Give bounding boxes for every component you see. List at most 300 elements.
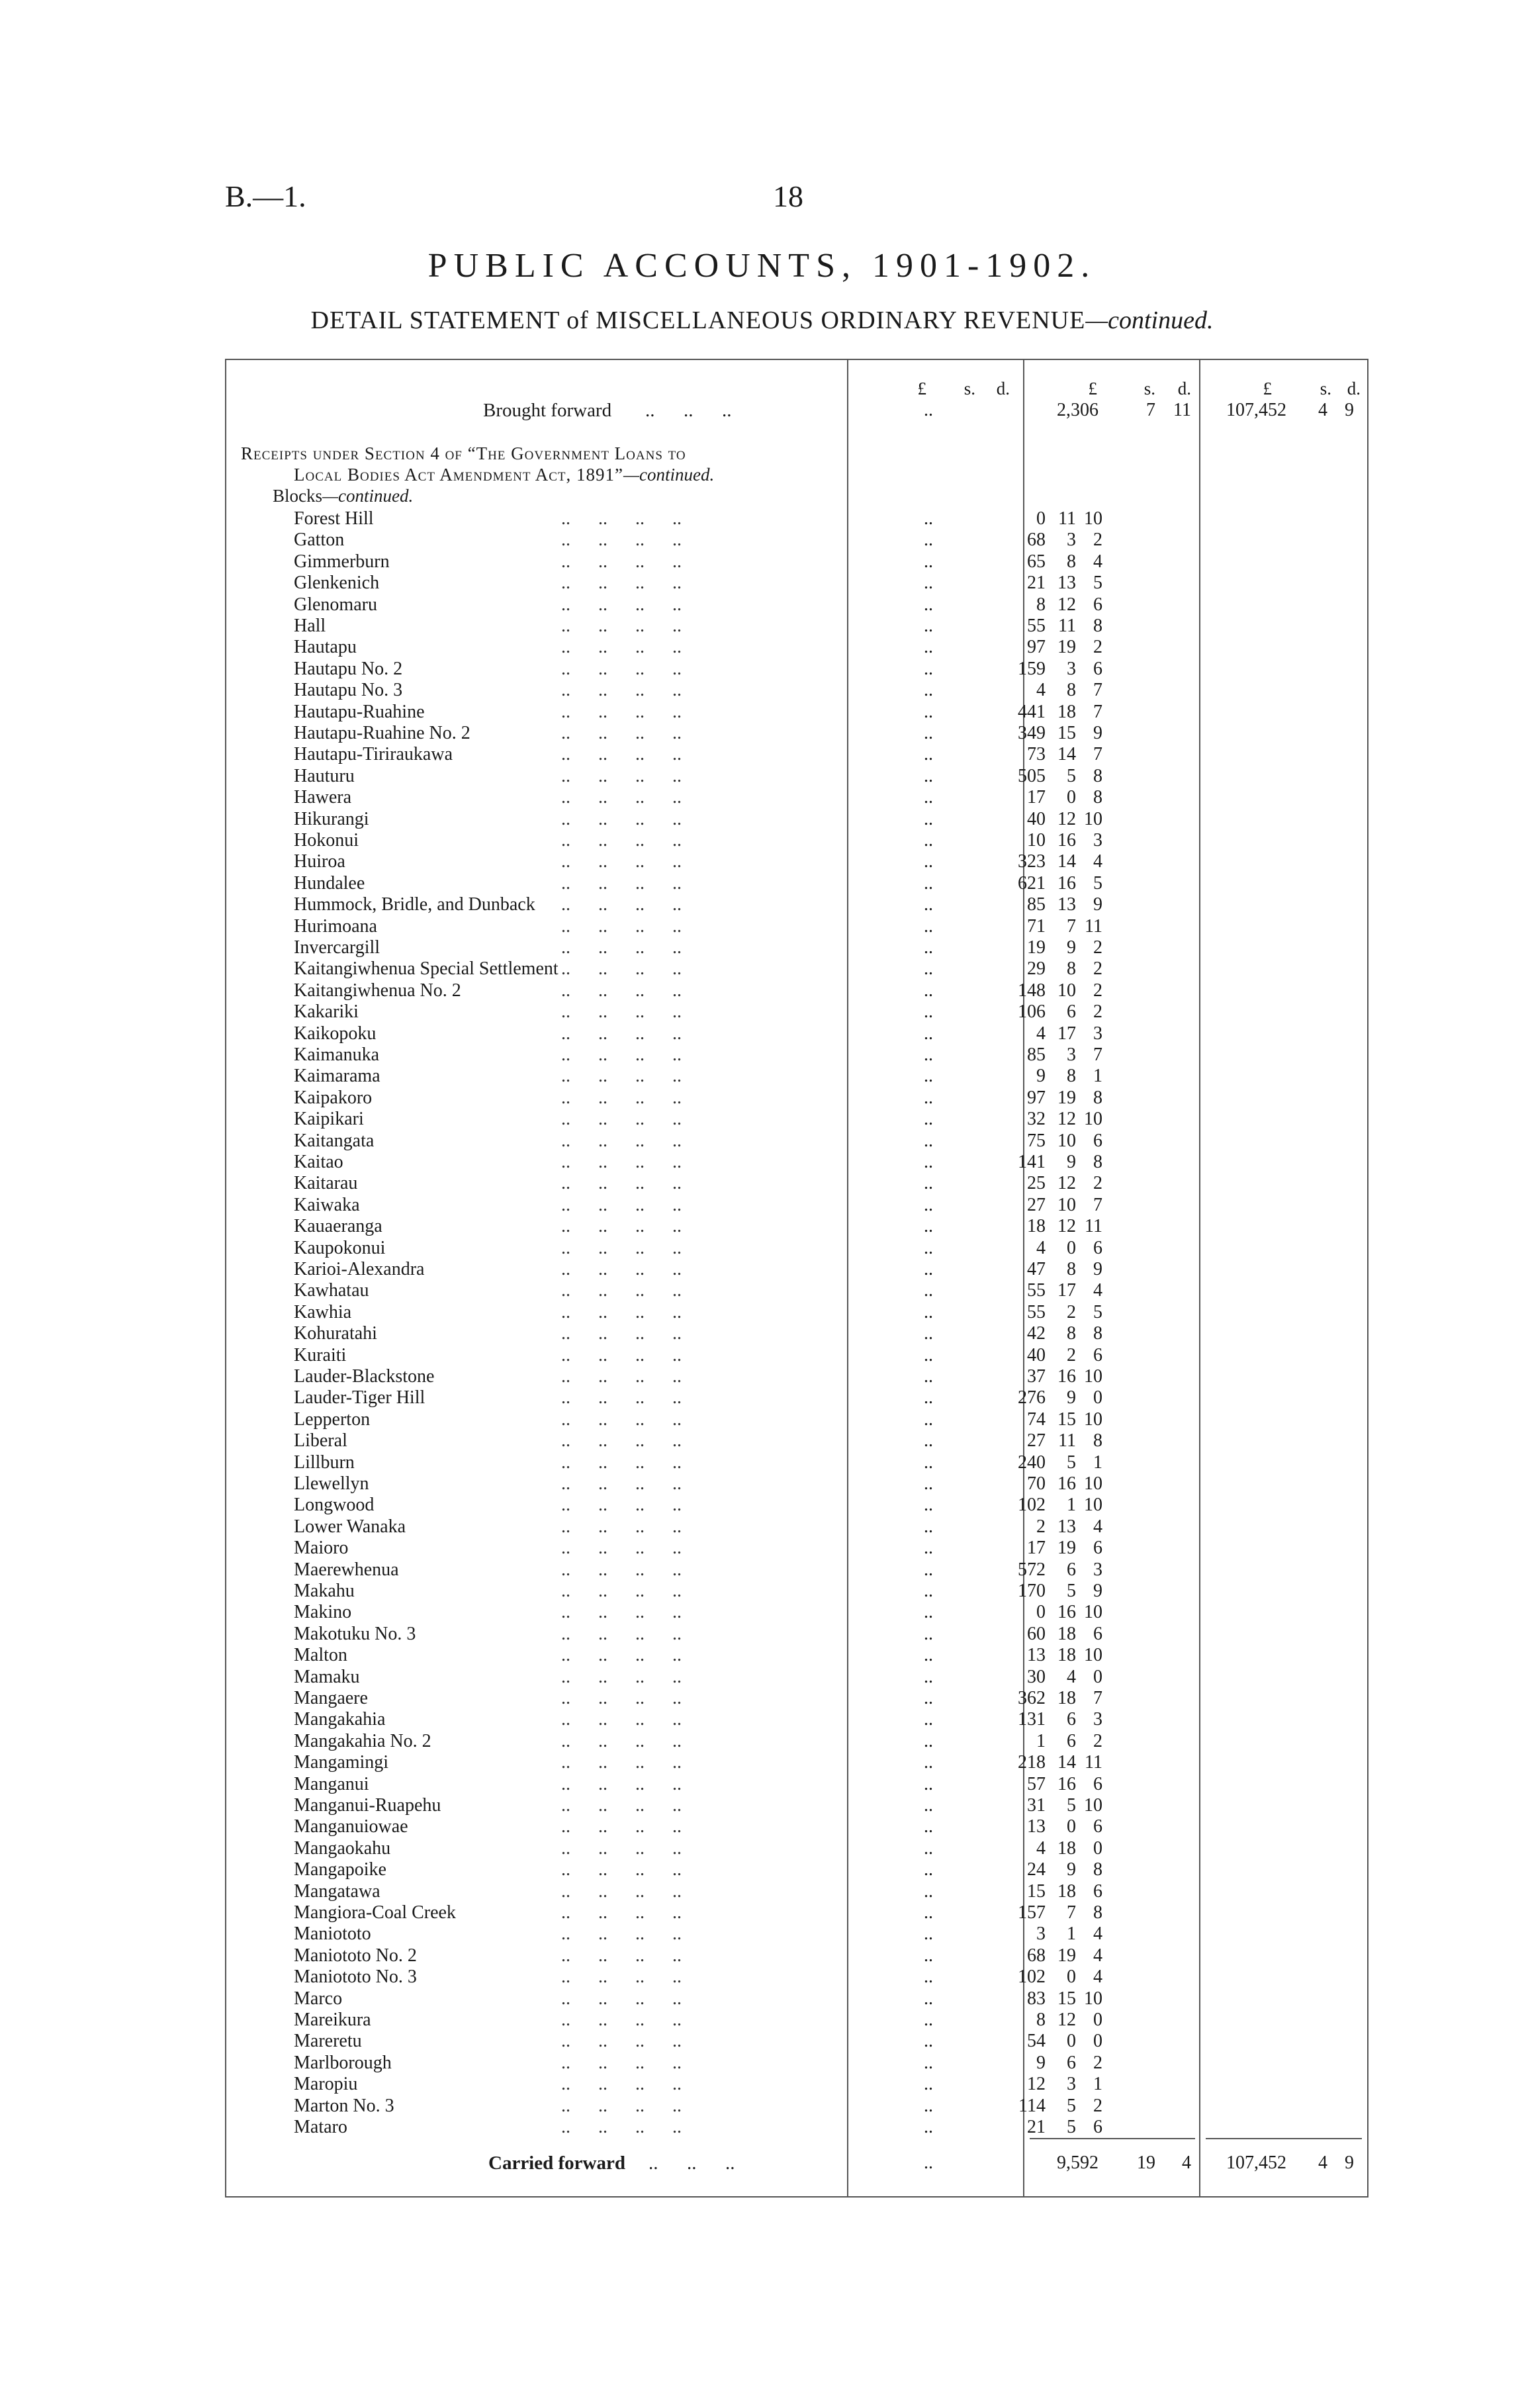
table-row: [225, 980, 1368, 1001]
entry-pounds: 97: [1027, 637, 1046, 658]
table-row: [225, 1581, 1368, 1602]
entry-pence: 9: [1093, 894, 1102, 915]
entry-name: Marco: [294, 1988, 343, 2009]
entry-pence: 10: [1084, 1409, 1102, 1430]
table-row: [225, 1559, 1368, 1581]
entry-shillings: 8: [1067, 1323, 1076, 1344]
leader-dots: .. .. .. ..: [561, 1730, 682, 1751]
table-row: [225, 851, 1368, 872]
col1-placeholder: ..: [924, 701, 933, 722]
col1-placeholder: ..: [924, 658, 933, 679]
carried-forward-label: Carried forward: [488, 2153, 625, 2174]
entry-name: Kaitao: [294, 1152, 343, 1172]
leader-dots: .. .. .. ..: [561, 1645, 682, 1666]
table-row: [225, 1495, 1368, 1516]
entry-shillings: 5: [1067, 1581, 1076, 1601]
entry-pence: 2: [1093, 1001, 1102, 1023]
entry-pence: 10: [1084, 1473, 1102, 1494]
entry-pounds: 21: [1027, 573, 1046, 594]
entry-shillings: 18: [1057, 1837, 1076, 1859]
entry-name: Maerewhenua: [294, 1559, 399, 1580]
col1-placeholder: ..: [924, 680, 933, 701]
entry-pence: 6: [1093, 1773, 1102, 1794]
col1-placeholder: ..: [924, 2031, 933, 2052]
entry-name: Longwood: [294, 1495, 375, 1516]
leader-dots: .. .. .. ..: [561, 551, 682, 572]
table-row: [225, 744, 1368, 765]
entry-pounds: 4: [1036, 1837, 1046, 1859]
entry-name: Makino: [294, 1602, 352, 1623]
col1-placeholder: ..: [924, 851, 933, 872]
entry-shillings: 10: [1057, 980, 1076, 1001]
entry-pounds: 54: [1027, 2031, 1046, 2052]
table-row: [225, 680, 1368, 701]
entry-pence: 3: [1093, 830, 1102, 851]
table-row: [225, 573, 1368, 594]
entry-pounds: 276: [1018, 1387, 1046, 1409]
entry-name: Mangapoike: [294, 1859, 386, 1880]
entry-pence: 2: [1093, 958, 1102, 980]
leader-dots: .. .. .. ..: [561, 1023, 682, 1044]
entry-name: Kaitarau: [294, 1173, 358, 1194]
entry-pence: 9: [1093, 1259, 1102, 1279]
col1-placeholder: ..: [924, 1816, 933, 1837]
entry-pounds: 106: [1018, 1001, 1046, 1023]
col1-placeholder: ..: [924, 2010, 933, 2030]
entry-shillings: 19: [1057, 1538, 1076, 1559]
leader-dots: .. .. .. ..: [561, 1923, 682, 1945]
entry-shillings: 3: [1067, 530, 1076, 551]
table-row: [225, 1795, 1368, 1816]
table-row: [225, 1430, 1368, 1452]
leader-dots: .. .. .. ..: [561, 1837, 682, 1859]
leader-dots: .. .. .. ..: [561, 1666, 682, 1687]
entry-pounds: 8: [1036, 2010, 1046, 2030]
col1-pence-header: d.: [996, 379, 1010, 398]
table-row: [225, 1452, 1368, 1473]
leader-dots: .. .. .. ..: [561, 594, 682, 615]
entry-name: Hundalee: [294, 872, 365, 894]
entry-pence: 4: [1093, 551, 1102, 572]
entry-shillings: 16: [1057, 1473, 1076, 1494]
table-row: [225, 1259, 1368, 1280]
leader-dots: .. .. .. ..: [561, 2117, 682, 2137]
entry-shillings: 19: [1057, 1087, 1076, 1108]
entry-name: Lepperton: [294, 1409, 371, 1430]
entry-pounds: 4: [1036, 680, 1046, 701]
entry-pence: 5: [1093, 1301, 1102, 1322]
col1-placeholder: ..: [924, 1967, 933, 1988]
entry-shillings: 6: [1067, 1559, 1076, 1580]
entry-pence: 8: [1093, 1430, 1102, 1452]
entry-pounds: 2: [1036, 1516, 1046, 1537]
table-row: [225, 1902, 1368, 1923]
leader-dots: .. .. .. ..: [561, 1366, 682, 1387]
leader-dots: .. .. .. ..: [561, 851, 682, 872]
page-title: PUBLIC ACCOUNTS, 1901-1902.: [427, 247, 1097, 285]
entry-pence: 2: [1093, 530, 1102, 551]
leader-dots: .. .. .. ..: [561, 1752, 682, 1773]
table-row: [225, 508, 1368, 530]
entry-name: Maioro: [294, 1538, 349, 1559]
col1-placeholder: ..: [924, 1709, 933, 1730]
col1-placeholder: ..: [924, 1688, 933, 1708]
entry-name: Kawhia: [294, 1301, 352, 1322]
leader-dots: .. .. .. ..: [561, 808, 682, 829]
leader-dots: .. .. .. ..: [561, 1495, 682, 1516]
brought-forward-col2-pounds: 2,306: [1057, 400, 1098, 420]
leader-dots: .. .. .. ..: [561, 1688, 682, 1708]
col1-placeholder: ..: [924, 1945, 933, 1966]
leader-dots: .. .. .. ..: [561, 723, 682, 743]
section-heading-line3-suffix: —continued.: [322, 486, 414, 506]
entry-pounds: 73: [1027, 744, 1046, 765]
col3-shilling-header: s.: [1320, 379, 1331, 398]
leader-dots: .. .. .. ..: [561, 1581, 682, 1601]
brought-forward-col3-pence: 9: [1345, 400, 1354, 420]
leader-dots: .. .. .. ..: [561, 2031, 682, 2052]
entry-shillings: 12: [1057, 2010, 1076, 2030]
entry-pounds: 40: [1027, 1344, 1046, 1366]
table-row: [225, 616, 1368, 637]
leader-dots: .. .. .. ..: [561, 1709, 682, 1730]
col1-placeholder: ..: [924, 637, 933, 658]
entry-name: Hautapu No. 3: [294, 680, 403, 701]
carried-forward-col3-shillings: 4: [1318, 2153, 1327, 2173]
col1-placeholder: ..: [924, 1430, 933, 1452]
entry-pounds: 40: [1027, 808, 1046, 829]
table-row: [225, 1838, 1368, 1859]
entry-name: Invercargill: [294, 937, 381, 958]
col1-placeholder: ..: [924, 573, 933, 594]
entry-pence: 8: [1093, 1087, 1102, 1108]
entry-pounds: 159: [1018, 658, 1046, 679]
col1-placeholder: ..: [924, 2074, 933, 2095]
entry-pence: 3: [1093, 1023, 1102, 1044]
entry-pounds: 60: [1027, 1623, 1046, 1644]
entry-name: Manganui-Ruapehu: [294, 1795, 441, 1816]
entry-name: Maniototo No. 2: [294, 1945, 417, 1966]
col1-placeholder: ..: [924, 2052, 933, 2073]
entry-shillings: 15: [1057, 1409, 1076, 1430]
entry-pence: 0: [1093, 2031, 1102, 2052]
entry-name: Gimmerburn: [294, 551, 390, 572]
entry-name: Kuraiti: [294, 1344, 347, 1366]
col1-placeholder: ..: [924, 1902, 933, 1923]
col1-placeholder: ..: [924, 723, 933, 743]
col1-placeholder: ..: [924, 1602, 933, 1623]
entry-shillings: 16: [1057, 1773, 1076, 1794]
leader-dots: .. .. .. ..: [561, 1001, 682, 1023]
entry-name: Kohuratahi: [294, 1323, 377, 1344]
page-reference: B.—1.: [225, 179, 306, 213]
entry-pence: 8: [1093, 1323, 1102, 1344]
col1-placeholder: ..: [924, 1301, 933, 1322]
table-row: [225, 1923, 1368, 1945]
table-row: [225, 1323, 1368, 1344]
entry-pence: 10: [1084, 1366, 1102, 1387]
entry-shillings: 17: [1057, 1280, 1076, 1301]
leader-dots: .. .. .. ..: [561, 508, 682, 529]
entry-pounds: 572: [1018, 1559, 1046, 1580]
col1-placeholder: ..: [924, 1237, 933, 1258]
entry-pounds: 9: [1036, 2052, 1046, 2073]
entry-pence: 11: [1085, 1752, 1102, 1773]
entry-name: Kaitangiwhenua Special Settlement: [294, 958, 559, 980]
entry-name: Marlborough: [294, 2052, 392, 2073]
table-row: [225, 1967, 1368, 1988]
entry-name: Lillburn: [294, 1452, 355, 1473]
leader-dots: .. .. .. ..: [561, 680, 682, 701]
entry-pence: 6: [1093, 594, 1102, 615]
entry-shillings: 9: [1067, 1387, 1076, 1409]
col2-pence-header: d.: [1177, 379, 1191, 398]
table-row: [225, 1238, 1368, 1259]
entry-shillings: 17: [1057, 1023, 1076, 1044]
entry-name: Makahu: [294, 1581, 355, 1601]
entry-pounds: 75: [1027, 1130, 1046, 1151]
entry-shillings: 3: [1067, 2074, 1076, 2095]
entry-pence: 7: [1093, 701, 1102, 722]
col1-placeholder: ..: [924, 937, 933, 958]
leader-dots: .. .. .. ..: [561, 872, 682, 894]
entry-name: Kaimarama: [294, 1066, 381, 1087]
leader-dots: .. .. .. ..: [561, 2010, 682, 2030]
entry-shillings: 13: [1057, 894, 1076, 915]
entry-pence: 1: [1093, 1452, 1102, 1473]
entry-shillings: 12: [1057, 594, 1076, 615]
entry-shillings: 16: [1057, 1366, 1076, 1387]
entry-pounds: 362: [1018, 1688, 1046, 1708]
entry-name: Hautapu-Ruahine No. 2: [294, 723, 471, 743]
col2-pound-header: £: [1088, 379, 1097, 398]
entry-pence: 0: [1093, 1837, 1102, 1859]
table-row: [225, 1859, 1368, 1880]
table-row: [225, 958, 1368, 980]
leader-dots: .. .. .. ..: [561, 937, 682, 958]
entry-name: Kawhatau: [294, 1280, 369, 1301]
page-subtitle: [0, 306, 1524, 335]
brought-forward-col3-pounds: 107,452: [1226, 400, 1286, 420]
col1-placeholder: ..: [924, 551, 933, 572]
col1-placeholder: ..: [924, 1280, 933, 1301]
leader-dots: .. .. .. ..: [561, 1044, 682, 1065]
entry-name: Hauturu: [294, 765, 355, 786]
col1-placeholder: ..: [924, 1752, 933, 1773]
entry-pounds: 68: [1027, 530, 1046, 551]
entry-pence: 10: [1084, 808, 1102, 829]
entry-name: Mangatawa: [294, 1880, 381, 1902]
entry-name: Kauaeranga: [294, 1216, 382, 1237]
entry-shillings: 4: [1067, 1666, 1076, 1687]
entry-shillings: 8: [1067, 1259, 1076, 1279]
table-row: [225, 1109, 1368, 1130]
leader-dots: .. .. .. ..: [561, 1216, 682, 1237]
entry-pounds: 85: [1027, 894, 1046, 915]
section-heading-line2-text: Local Bodies Act Amendment Act, 1891”: [294, 465, 624, 485]
entry-shillings: 11: [1058, 1430, 1076, 1452]
entry-name: Kaimanuka: [294, 1044, 380, 1065]
col1-placeholder: ..: [924, 1538, 933, 1559]
entry-pence: 0: [1093, 1387, 1102, 1409]
table-row: [225, 766, 1368, 787]
revenue-table: [225, 359, 1368, 2198]
col1-placeholder: ..: [924, 894, 933, 915]
entry-pounds: 68: [1027, 1945, 1046, 1966]
entry-pence: 2: [1093, 1173, 1102, 1194]
col1-placeholder: ..: [924, 1795, 933, 1816]
entry-pounds: 15: [1027, 1880, 1046, 1902]
entry-shillings: 18: [1057, 701, 1076, 722]
entry-pounds: 114: [1018, 2095, 1046, 2116]
leader-dots: .. .. .. ..: [561, 1880, 682, 1902]
col1-placeholder: ..: [924, 1645, 933, 1666]
leader-dots: .. .. .. ..: [561, 1301, 682, 1322]
entry-name: Hautapu-Ruahine: [294, 701, 425, 722]
entry-shillings: 6: [1067, 1730, 1076, 1751]
table-row: [225, 1366, 1368, 1387]
entry-pounds: 74: [1027, 1409, 1046, 1430]
table-row: [225, 1538, 1368, 1559]
entry-shillings: 0: [1067, 2031, 1076, 2052]
entry-pounds: 18: [1027, 1216, 1046, 1237]
entry-shillings: 12: [1057, 1216, 1076, 1237]
brought-forward-col2-shillings: 7: [1146, 400, 1155, 420]
entry-name: Hokonui: [294, 830, 359, 851]
entry-shillings: 8: [1067, 551, 1076, 572]
col1-placeholder: ..: [924, 1773, 933, 1794]
entry-pounds: 157: [1018, 1902, 1046, 1923]
entry-name: Maropiu: [294, 2074, 358, 2095]
section-heading-line2-suffix: —continued.: [623, 465, 715, 485]
entry-pounds: 27: [1027, 1430, 1046, 1452]
leader-dots: .. .. .. ..: [561, 1409, 682, 1430]
col1-placeholder: ..: [924, 1344, 933, 1366]
entry-shillings: 14: [1057, 851, 1076, 872]
table-row: [225, 1473, 1368, 1495]
table-row: [225, 723, 1368, 744]
leader-dots: .. .. .. ..: [561, 980, 682, 1001]
entry-pence: 11: [1085, 1216, 1102, 1237]
entry-pence: 0: [1093, 1666, 1102, 1687]
entry-name: Manganui: [294, 1773, 369, 1794]
entry-pence: 7: [1093, 680, 1102, 701]
entry-shillings: 2: [1067, 1301, 1076, 1322]
entry-pounds: 29: [1027, 958, 1046, 980]
leader-dots: .. .. .. ..: [561, 2074, 682, 2095]
entry-pence: 8: [1093, 616, 1102, 636]
entry-name: Hautapu No. 2: [294, 658, 403, 679]
leader-dots: .. .. .. ..: [561, 1066, 682, 1087]
entry-pounds: 21: [1027, 2117, 1046, 2137]
brought-forward-col2-pence: 11: [1173, 400, 1191, 420]
leader-dots: .. .. .. ..: [561, 1087, 682, 1108]
entry-name: Hautapu: [294, 637, 357, 658]
table-row: [225, 1602, 1368, 1623]
table-row: [225, 1044, 1368, 1066]
entry-pence: 6: [1093, 1880, 1102, 1902]
entry-name: Hummock, Bridle, and Dunback: [294, 894, 535, 915]
entry-shillings: 0: [1067, 1237, 1076, 1258]
entry-shillings: 1: [1067, 1923, 1076, 1945]
table-row: [225, 1066, 1368, 1087]
entry-pounds: 102: [1018, 1967, 1046, 1988]
entry-shillings: 6: [1067, 2052, 1076, 2073]
entry-pounds: 83: [1027, 1988, 1046, 2009]
entry-pence: 3: [1093, 1709, 1102, 1730]
entry-pence: 5: [1093, 573, 1102, 594]
leader-dots: .. .. .. ..: [561, 2095, 682, 2116]
entry-shillings: 5: [1067, 765, 1076, 786]
entry-shillings: 14: [1057, 1752, 1076, 1773]
leader-dots: .. .. .. ..: [561, 1259, 682, 1279]
entry-name: Manganuiowae: [294, 1816, 408, 1837]
table-row: [225, 594, 1368, 616]
col1-placeholder: ..: [924, 1152, 933, 1172]
entry-shillings: 13: [1057, 573, 1076, 594]
leader-dots: .. .. .. ..: [561, 830, 682, 851]
entry-pence: 11: [1085, 915, 1102, 937]
carried-forward-col3-pounds: 107,452: [1226, 2153, 1286, 2173]
entry-pounds: 71: [1027, 915, 1046, 937]
table-row: [225, 787, 1368, 808]
entry-shillings: 19: [1057, 637, 1076, 658]
entry-pence: 2: [1093, 1730, 1102, 1751]
col1-placeholder: ..: [924, 1452, 933, 1473]
col1-placeholder: ..: [924, 1623, 933, 1644]
entry-shillings: 10: [1057, 1194, 1076, 1215]
entry-shillings: 18: [1057, 1645, 1076, 1666]
entry-shillings: 13: [1057, 1516, 1076, 1537]
entry-pence: 4: [1093, 1945, 1102, 1966]
brought-forward-col3-shillings: 4: [1318, 400, 1327, 420]
table-row: [225, 2053, 1368, 2074]
col1-placeholder: ..: [924, 1366, 933, 1387]
entry-pence: 7: [1093, 1688, 1102, 1708]
leader-dots: .. .. .. ..: [561, 658, 682, 679]
entry-shillings: 1: [1067, 1495, 1076, 1516]
table-row: [225, 2010, 1368, 2031]
entry-pounds: 57: [1027, 1773, 1046, 1794]
entry-name: Kaiwaka: [294, 1194, 360, 1215]
table-row: [225, 1001, 1368, 1023]
entry-shillings: 10: [1057, 1130, 1076, 1151]
col1-placeholder: ..: [924, 1259, 933, 1279]
entry-pence: 4: [1093, 1516, 1102, 1537]
entry-name: Lauder-Blackstone: [294, 1366, 435, 1387]
entry-shillings: 8: [1067, 1066, 1076, 1087]
entry-name: Kaipakoro: [294, 1087, 373, 1108]
leader-dots: .. .. .. ..: [561, 1194, 682, 1215]
leader-dots: .. .. .. ..: [561, 2052, 682, 2073]
col2-total-rule: [1030, 2138, 1195, 2139]
entry-shillings: 5: [1067, 2117, 1076, 2137]
table-row: [225, 1667, 1368, 1688]
leader-dots: .. .. .. ..: [561, 1130, 682, 1151]
table-row: [225, 1516, 1368, 1538]
subtitle-text: DETAIL STATEMENT of MISCELLANEOUS ORDINARY REVENUE: [310, 306, 1086, 334]
entry-shillings: 3: [1067, 1044, 1076, 1065]
leader-dots: .. .. .. ..: [561, 894, 682, 915]
entry-name: Hautapu-Tiriraukawa: [294, 744, 453, 765]
entry-pounds: 55: [1027, 1301, 1046, 1322]
col1-placeholder: ..: [924, 787, 933, 808]
carried-forward-col2-pence: 4: [1182, 2153, 1191, 2173]
entry-name: Mangaere: [294, 1688, 368, 1708]
entry-pounds: 32: [1027, 1109, 1046, 1130]
entry-pounds: 621: [1018, 872, 1046, 894]
leader-dots: .. .. .. ..: [561, 1344, 682, 1366]
